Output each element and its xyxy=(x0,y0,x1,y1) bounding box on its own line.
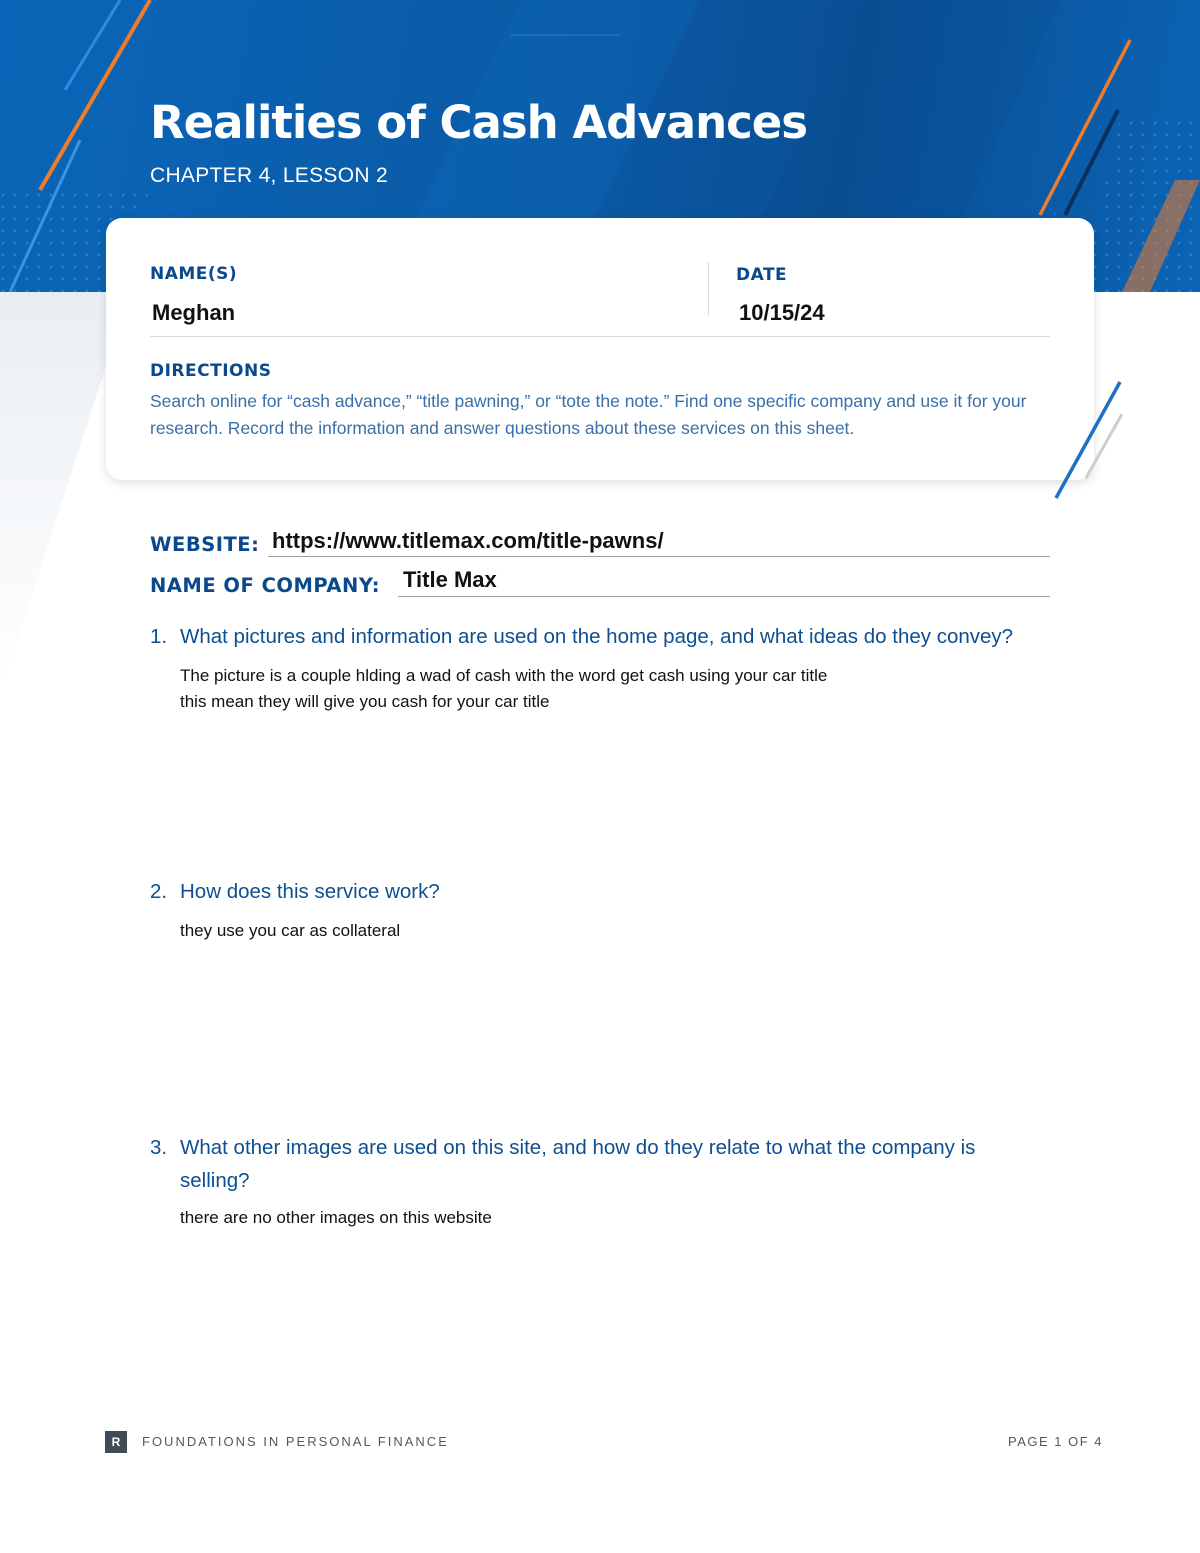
question-number: 2. xyxy=(150,880,168,903)
question-text: What other images are used on this site, and how do they relate to what the company is selling? xyxy=(180,1136,976,1192)
names-label: NAME(S) xyxy=(150,264,238,284)
question-3 xyxy=(150,1131,1030,1197)
company-underline xyxy=(398,596,1050,597)
answer-3[interactable] xyxy=(180,1205,1040,1231)
company-row xyxy=(150,574,380,597)
field-divider xyxy=(708,262,709,316)
info-card xyxy=(106,218,1094,480)
question-text: How does this service work? xyxy=(180,880,440,903)
company-field[interactable]: Title Max xyxy=(403,567,497,592)
answer-line: they use you car as collateral xyxy=(180,921,401,940)
question-number: 3. xyxy=(150,1136,168,1159)
answer-line: there are no other images on this website xyxy=(180,1208,492,1227)
brand-logo-icon: R xyxy=(105,1431,127,1453)
page-title: Realities of Cash Advances xyxy=(150,96,808,149)
question-text: What pictures and information are used on the home page, and what ideas do they convey? xyxy=(180,625,1014,648)
website-field[interactable]: https://www.titlemax.com/title-pawns/ xyxy=(272,528,664,553)
date-field[interactable]: 10/15/24 xyxy=(739,300,825,325)
answer-1[interactable] xyxy=(180,663,1040,715)
answer-line: this mean they will give you cash for your car title xyxy=(180,692,550,711)
directions-label: DIRECTIONS xyxy=(150,361,272,381)
directions-text: Search online for “cash advance,” “title pawning,” or “tote the note.” Find one specific company and use it for your research. Record the information and answer questions about these services on this sheet. xyxy=(150,391,1027,438)
website-label: WEBSITE: xyxy=(150,533,260,556)
decorative-slash xyxy=(1040,370,1140,510)
page-number: PAGE 1 OF 4 xyxy=(1008,1434,1104,1449)
chapter-lesson-subtitle: CHAPTER 4, LESSON 2 xyxy=(150,164,388,187)
footer-course-name: FOUNDATIONS IN PERSONAL FINANCE xyxy=(142,1434,449,1449)
date-label: DATE xyxy=(736,265,788,285)
website-row xyxy=(150,533,259,556)
website-underline xyxy=(268,556,1050,557)
answer-2[interactable] xyxy=(180,918,1040,944)
names-field[interactable]: Meghan xyxy=(152,300,236,325)
card-divider xyxy=(150,336,1050,337)
question-number: 1. xyxy=(150,625,168,648)
answer-line: The picture is a couple hlding a wad of cash with the word get cash using your car title xyxy=(180,666,828,685)
question-2 xyxy=(150,875,1050,908)
company-label: NAME OF COMPANY: xyxy=(150,574,381,597)
question-1 xyxy=(150,620,1050,653)
